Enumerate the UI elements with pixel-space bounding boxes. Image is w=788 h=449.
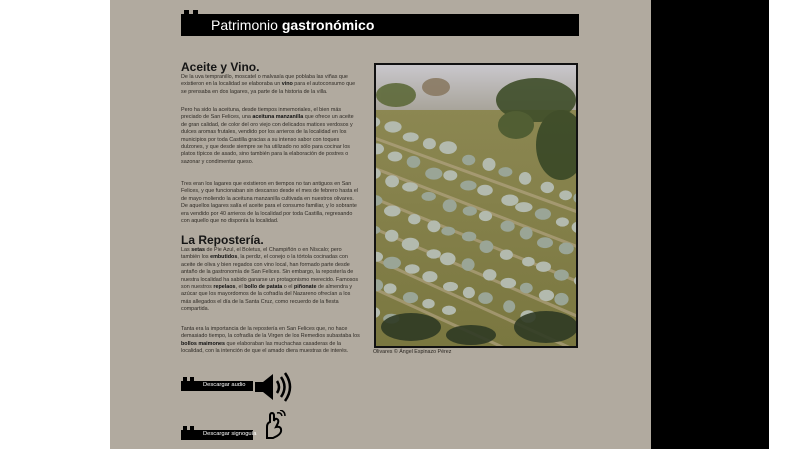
page-title-light: Patrimonio bbox=[211, 17, 282, 33]
page-title-bold: gastronómico bbox=[281, 17, 375, 33]
olive-tree-shape bbox=[554, 270, 569, 281]
olive-tree-shape bbox=[443, 199, 457, 212]
olive-tree-shape bbox=[478, 292, 493, 304]
olive-tree-shape bbox=[483, 269, 497, 280]
olive-tree-shape bbox=[515, 202, 532, 212]
olive-tree-shape bbox=[520, 283, 533, 294]
olive-tree-shape bbox=[480, 240, 494, 253]
olive-tree-shape bbox=[443, 170, 457, 180]
paragraph-setas: Las setas de Pie Azul, el Boletus, el Champiñón o en Níscalo; pero también los embutidos, la perdiz, el conejo o la tórtola cocinadas con aceite de oliva y bien regados con vino local, han formado parte desde antaño de la gastronomía de San Felices. Sin embargo, la repostería de nuestra localidad ha sabido ganarse un protagonismo merecido. Famosos son nuestros repelaos, el bollo de patata o el piñonate de almendra y azúcar que los mayordomos de la cofradía del Nazareno ofrecían a los más allegados el día de la Santa Cruz, como recuerdo de la fiesta compartida. bbox=[181, 247, 359, 313]
olive-tree-shape bbox=[537, 237, 553, 248]
olive-tree-shape bbox=[462, 155, 475, 166]
content-panel bbox=[110, 0, 651, 449]
olive-tree-shape bbox=[462, 232, 476, 242]
photo-caption: Olivares © Ángel Espinazo Pérez bbox=[373, 349, 452, 355]
section-title-aceite: Aceite y Vino. bbox=[181, 60, 260, 74]
olive-tree-shape bbox=[408, 214, 420, 224]
olive-tree-shape bbox=[498, 167, 512, 177]
olive-tree-shape bbox=[477, 185, 493, 196]
olive-tree-shape bbox=[427, 220, 440, 232]
download-signoguide-label: Descargar signoguía bbox=[203, 431, 257, 437]
paragraph-lagares: Tres eran los lagares que existieron en tiempos no tan antiguos en San Felices, y que funcionaban sin descanso desde el mes de febrero hasta el de mayo moliendo la aceituna manzanilla cultivada en nuestros olivares. De aquellos lagares salía el aceite para el consumo familiar, y lo sobrante era vendido por 40 arrieros de la localidad por toda Castilla, regresando con aquello que no disponía la localidad. bbox=[181, 181, 359, 225]
right-band bbox=[651, 0, 769, 449]
olive-tree-shape bbox=[440, 253, 456, 266]
olive-tree-shape bbox=[384, 283, 397, 293]
olive-tree-shape bbox=[422, 192, 436, 201]
paragraph-aceituna: Pero ha sido la aceituna, desde tiempos inmemoriales, el bien más preciado de San Felices, una aceituna manzanilla que ofrece un aceite de gran calidad, de color del oro viejo con delicados matices verdosos y dulces aromas frutales, vendido por los arrieros de la localidad en los municipios por toda Castilla gracias a su intenso sabor con toques dulzones, y que desde siempre se ha utilizado no sólo para cocinar los platos típicos de asado, sino también para la elaboración de postres o sazonar y condimentar queso. bbox=[181, 107, 354, 165]
olive-tree-shape bbox=[519, 172, 531, 185]
download-audio-label: Descargar audio bbox=[203, 382, 246, 388]
olive-tree-shape bbox=[439, 141, 457, 154]
olive-tree-shape bbox=[463, 206, 477, 215]
olive-tree-shape bbox=[520, 227, 533, 240]
paragraph-vino: De la uva tempranillo, moscatel o malvasía que poblaba las viñas que existieron en la localidad se elaboraba un vino para el autoconsumo que se prensaba en dos lagares, ya parte de la historia de la villa. bbox=[181, 74, 356, 95]
olive-tree-shape bbox=[500, 250, 513, 260]
olive-tree-shape bbox=[463, 287, 475, 298]
header-bar bbox=[181, 14, 579, 36]
olive-tree-shape bbox=[422, 299, 434, 309]
olive-tree-shape bbox=[403, 292, 418, 303]
olive-tree-shape bbox=[554, 293, 568, 306]
olive-tree-shape bbox=[462, 258, 475, 271]
section-title-reposteria: La Repostería. bbox=[181, 233, 264, 247]
olive-tree-shape bbox=[402, 238, 419, 251]
olive-tree-shape bbox=[441, 227, 455, 236]
olive-tree-shape bbox=[384, 121, 401, 132]
olive-tree-shape bbox=[479, 211, 492, 221]
olive-tree-shape bbox=[535, 208, 551, 220]
olive-tree-shape bbox=[427, 249, 441, 258]
olive-tree-shape bbox=[503, 300, 515, 312]
hand-sign-icon[interactable] bbox=[261, 410, 287, 440]
olive-tree-shape bbox=[403, 132, 419, 141]
olive-tree-shape bbox=[501, 278, 517, 288]
olive-tree-shape bbox=[422, 271, 437, 282]
olive-tree-shape bbox=[442, 306, 456, 315]
olive-tree-shape bbox=[559, 243, 574, 255]
olive-tree-shape bbox=[460, 181, 476, 191]
olive-tree-shape bbox=[522, 257, 535, 267]
olive-tree-shape bbox=[501, 195, 518, 206]
paragraph-bollos: Tanta era la importancia de la repostería en San Felices que, no hace demasiado tiempo, la cofradía de la Virgen de los Remedios subastaba los bollos maimones que elaboraban las muchachas casaderas de la localidad, con la intención de que el amado diera muestras de interés. bbox=[181, 326, 360, 355]
speaker-icon[interactable] bbox=[253, 371, 293, 403]
olive-tree-shape bbox=[536, 262, 551, 272]
olive-tree-shape bbox=[423, 138, 436, 149]
olive-tree-shape bbox=[405, 264, 420, 274]
olive-tree-shape bbox=[425, 168, 442, 180]
olive-tree-shape bbox=[501, 221, 515, 232]
olive-tree-shape bbox=[541, 182, 554, 193]
olive-tree-shape bbox=[402, 182, 418, 191]
olive-grove-photo bbox=[374, 63, 578, 348]
olive-tree-shape bbox=[556, 217, 569, 226]
olive-tree-shape bbox=[559, 190, 572, 200]
olive-grove-image bbox=[376, 65, 576, 346]
olive-tree-shape bbox=[388, 152, 403, 162]
olive-tree-shape bbox=[383, 257, 401, 269]
olive-tree-shape bbox=[385, 230, 398, 242]
olive-tree-shape bbox=[443, 282, 458, 291]
olive-tree-shape bbox=[385, 175, 399, 187]
page-title bbox=[211, 17, 374, 33]
olive-tree-shape bbox=[483, 158, 496, 171]
olive-tree-shape bbox=[539, 290, 554, 301]
olive-tree-shape bbox=[407, 156, 421, 168]
olive-tree-shape bbox=[384, 206, 401, 217]
